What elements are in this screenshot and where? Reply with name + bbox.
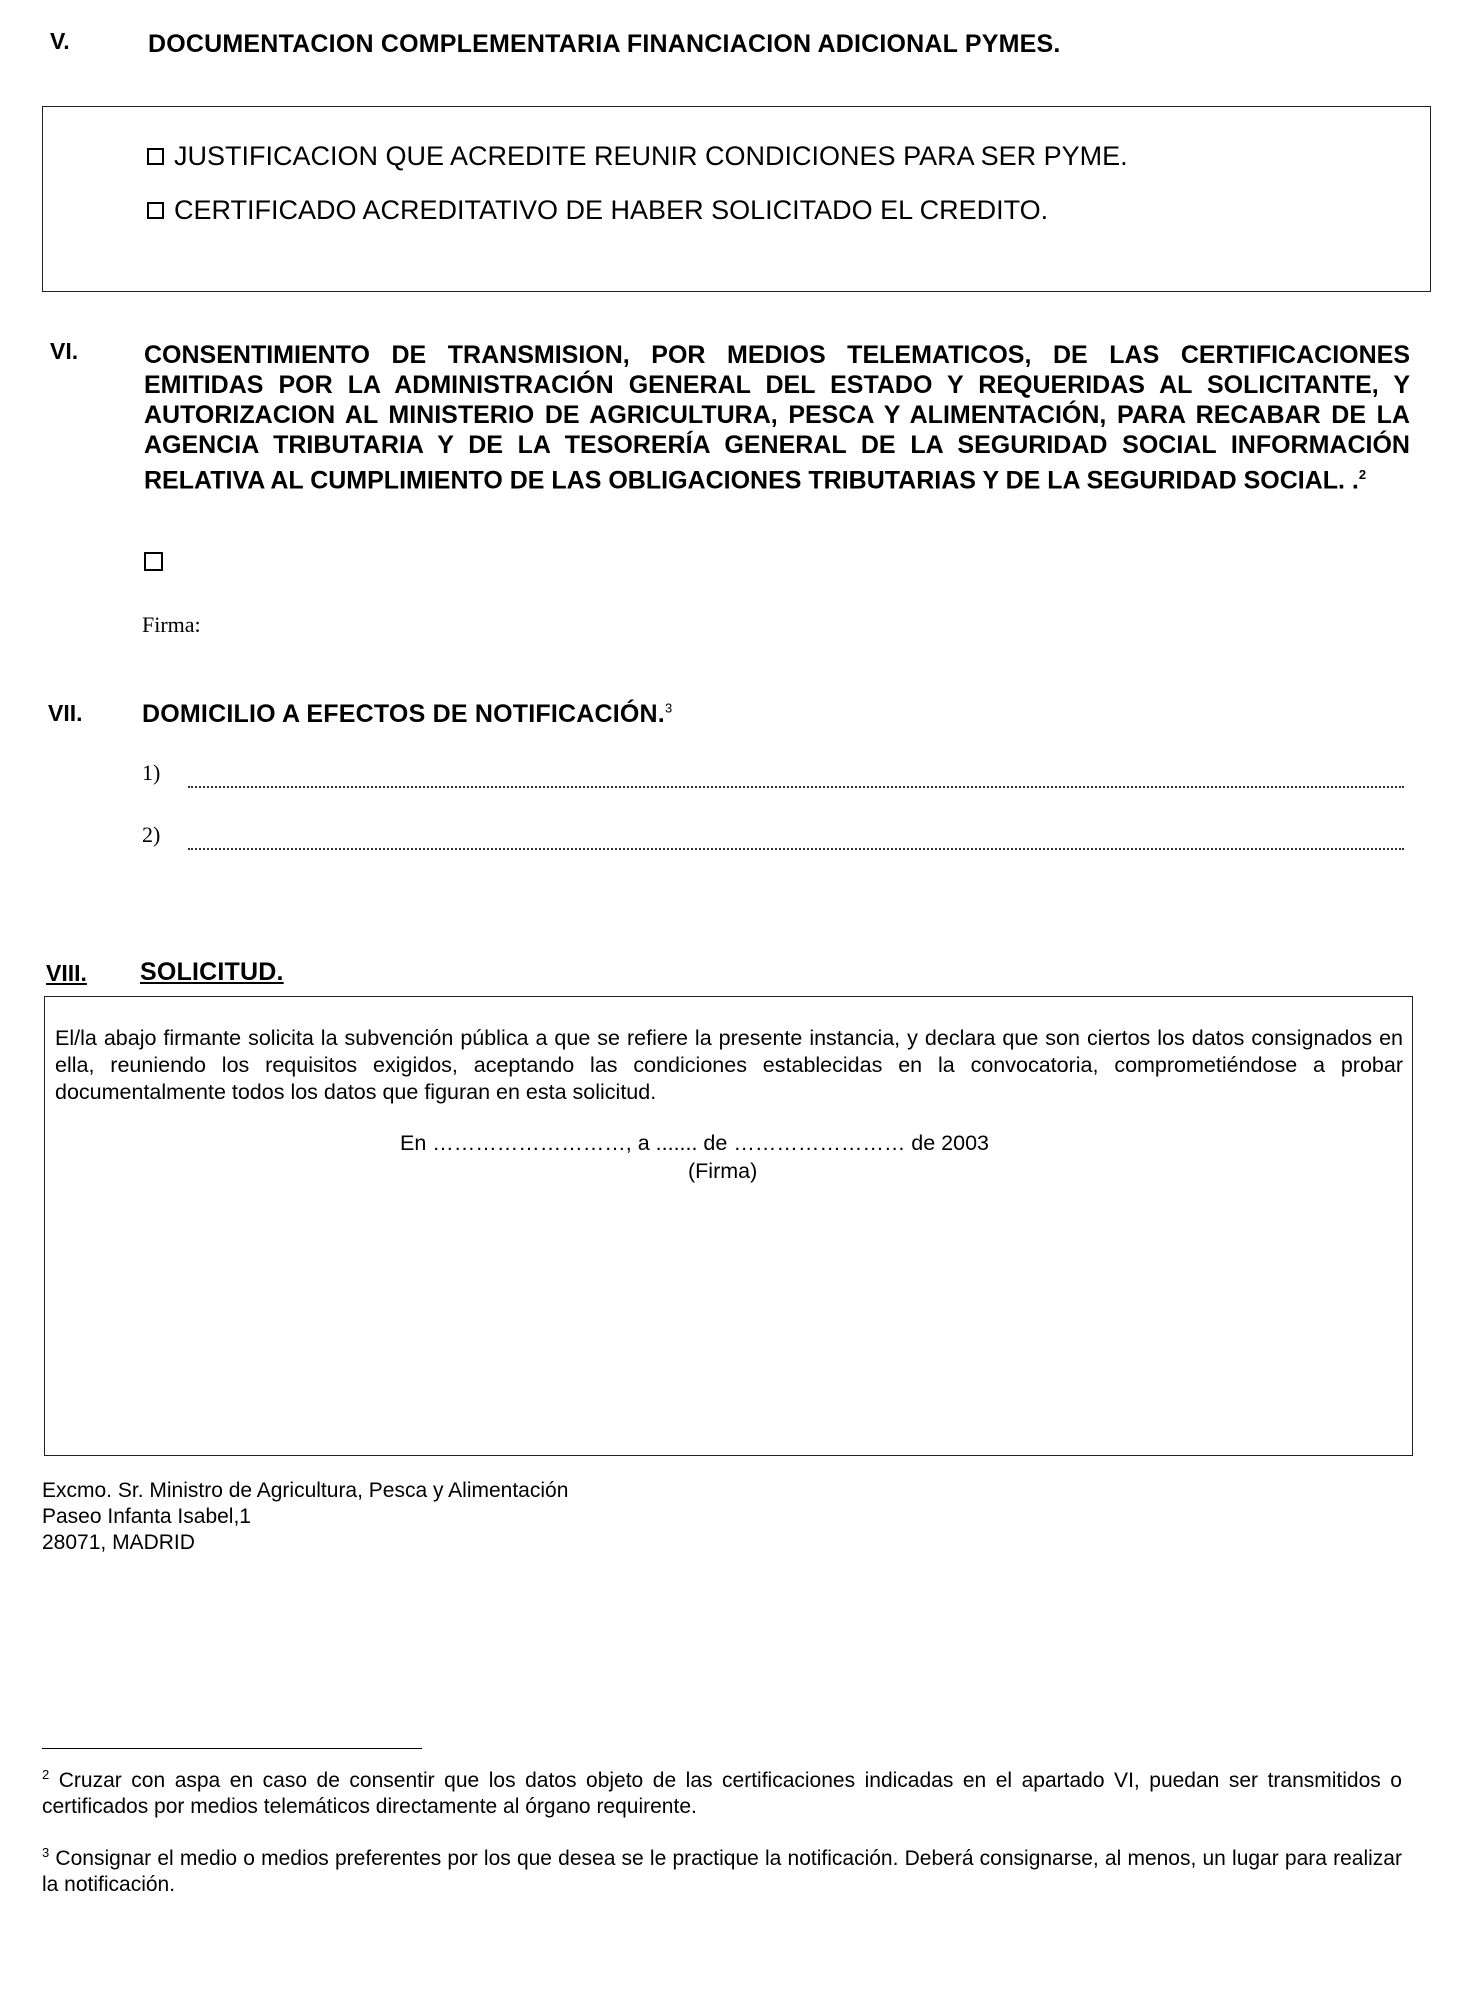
footnote-2: [42, 1762, 1402, 1820]
checkbox-icon[interactable]: [147, 148, 164, 165]
footnote-ref-2: 2: [1358, 467, 1367, 482]
consent-checkbox[interactable]: [144, 552, 163, 571]
section-7-number: VII.: [48, 700, 83, 726]
footnote-2-number: 2: [42, 1767, 50, 1782]
footnote-3: [42, 1840, 1402, 1898]
pyme-justification-label: JUSTIFICACION QUE ACREDITE REUNIR CONDICIONES PARA SER PYME.: [174, 141, 1128, 171]
consent-signature-label: Firma:: [142, 612, 201, 637]
address-line-1-number: 1): [142, 760, 161, 785]
section-7-title: [142, 700, 672, 729]
address-line-2-number: 2): [142, 822, 161, 847]
section-5-number: V.: [50, 28, 70, 54]
footnote-ref-3: 3: [664, 700, 673, 716]
declaration-text: El/la abajo firmante solicita la subvención pública a que se refiere la presente instancia, y declara que son ciertos los datos consignados en ella, reuniendo los requisitos exigidos, aceptando las condiciones establecidas en la convocatoria, comprometiéndose a probar documentalmente todos los datos que figuran en esta solicitud.: [55, 1026, 1403, 1104]
pyme-justification-item[interactable]: [147, 141, 1128, 172]
footnote-separator: [42, 1748, 422, 1749]
footnote-3-number: 3: [42, 1845, 50, 1860]
recipient-line-3: 28071, MADRID: [42, 1531, 195, 1554]
section-8-number: VIII.: [46, 960, 87, 986]
checkbox-icon[interactable]: [147, 202, 164, 219]
section-6-number: VI.: [50, 338, 79, 364]
recipient-line-2: Paseo Infanta Isabel,1: [42, 1505, 251, 1528]
signature-caption: (Firma): [688, 1159, 758, 1183]
address-line-1-field[interactable]: [188, 786, 1404, 788]
section-6-text: [144, 340, 1410, 495]
credit-certificate-item[interactable]: [147, 195, 1048, 226]
section-8-title: SOLICITUD.: [140, 958, 284, 986]
footnote-2-text: Cruzar con aspa en caso de consentir que los datos objeto de las certificaciones indicadas en el apartado VI, puedan ser transmitidos o certificados por medios telemáticos directamente al órgano requirente.: [42, 1769, 1402, 1818]
section-5-title: DOCUMENTACION COMPLEMENTARIA FINANCIACION ADICIONAL PYMES.: [148, 30, 1061, 58]
address-line-2-field[interactable]: [188, 848, 1404, 850]
credit-certificate-label: CERTIFICADO ACREDITATIVO DE HABER SOLICITADO EL CREDITO.: [174, 195, 1049, 225]
section-6-body: CONSENTIMIENTO DE TRANSMISION, POR MEDIOS TELEMATICOS, DE LAS CERTIFICACIONES EMITIDAS POR LA ADMINISTRACIÓN GENERAL DEL ESTADO Y REQUERIDAS AL SOLICITANTE, Y AUTORIZACION AL MINISTERIO DE AGRICULTURA, PESCA Y ALIMENTACIÓN, PARA RECABAR DE LA AGENCIA TRIBUTARIA Y DE LA TESORERÍA GENERAL DE LA SEGURIDAD SOCIAL INFORMACIÓN RELATIVA AL CUMPLIMIENTO DE LAS OBLIGACIONES TRIBUTARIAS Y DE LA SEGURIDAD SOCIAL. .: [144, 341, 1410, 495]
place-date-line[interactable]: En ………………………, a ....... de …………………… de 2003: [400, 1131, 990, 1155]
footnote-3-text: Consignar el medio o medios preferentes por los que desea se le practique la notificación. Deberá consignarse, al menos, un lugar para realizar la notificación.: [42, 1847, 1402, 1896]
recipient-line-1: Excmo. Sr. Ministro de Agricultura, Pesca y Alimentación: [42, 1479, 569, 1502]
section-7-title-text: DOMICILIO A EFECTOS DE NOTIFICACIÓN.: [142, 700, 665, 728]
section-5-box: [42, 106, 1431, 292]
